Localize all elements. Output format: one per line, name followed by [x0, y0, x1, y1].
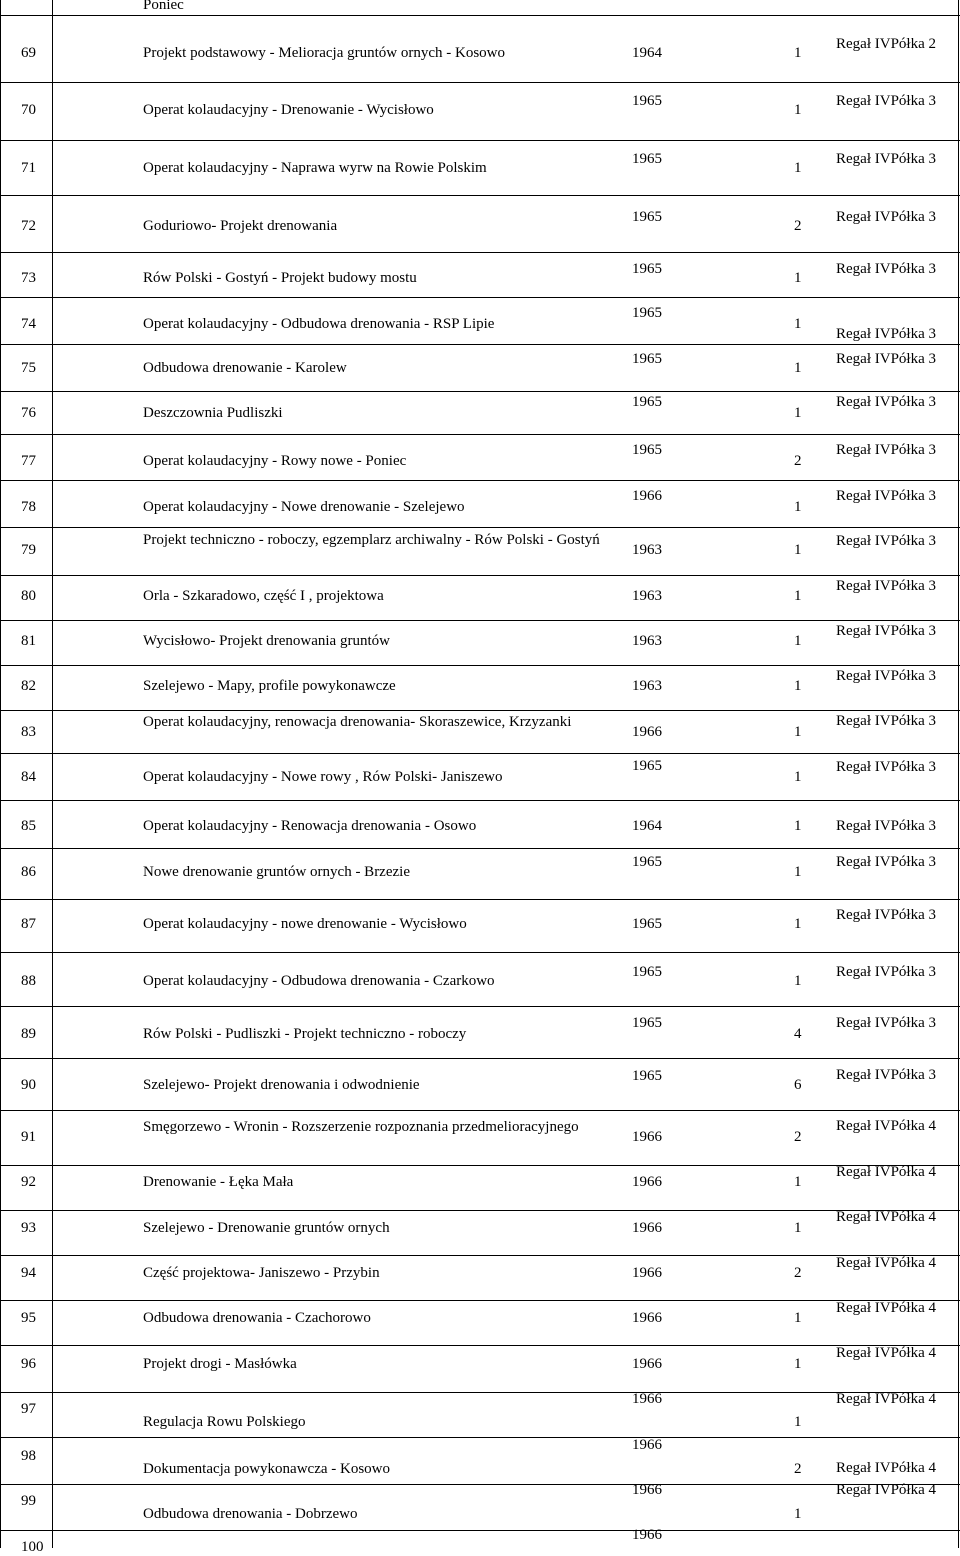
row-location: Regał IVPółka 3	[836, 394, 936, 410]
row-title: Odbudowa drenowanie - Karolew	[143, 360, 347, 376]
grid-hline	[0, 620, 960, 621]
row-quantity: 1	[794, 405, 802, 421]
row-location: Regał IVPółka 2	[836, 36, 936, 52]
row-quantity: 1	[794, 45, 802, 61]
grid-hline	[0, 899, 960, 900]
row-number: 81	[21, 633, 36, 649]
row-number: 79	[21, 542, 36, 558]
row-title: Operat kolaudacyjny, renowacja drenowania- Skoraszewice, Krzyzanki	[143, 714, 572, 730]
grid-hline	[0, 1484, 960, 1485]
row-title: Operat kolaudacyjny - Naprawa wyrw na Rowie Polskim	[143, 160, 487, 176]
row-location: Regał IVPółka 3	[836, 351, 936, 367]
grid-hline	[0, 1165, 960, 1166]
row-location: Regał IVPółka 3	[836, 854, 936, 870]
row-title: Projekt techniczno - roboczy, egzemplarz archiwalny - Rów Polski - Gostyń	[143, 532, 600, 548]
row-title: Operat kolaudacyjny - Nowe drenowanie - Szelejewo	[143, 499, 465, 515]
row-location: Regał IVPółka 4	[836, 1460, 936, 1476]
row-number: 77	[21, 453, 36, 469]
row-location: Regał IVPółka 3	[836, 759, 936, 775]
row-title: Szelejewo - Drenowanie gruntów ornych	[143, 1220, 390, 1236]
row-number: 98	[21, 1448, 36, 1464]
row-quantity: 4	[794, 1026, 802, 1042]
row-quantity: 1	[794, 542, 802, 558]
row-year: 1965	[632, 854, 662, 870]
row-year: 1963	[632, 678, 662, 694]
row-location: Regał IVPółka 3	[836, 209, 936, 225]
grid-hline	[0, 1437, 960, 1438]
row-year: 1963	[632, 542, 662, 558]
row-location: Regał IVPółka 3	[836, 1015, 936, 1031]
row-location: Regał IVPółka 3	[836, 1067, 936, 1083]
row-year: 1966	[632, 1265, 662, 1281]
row-year: 1965	[632, 394, 662, 410]
row-number: 76	[21, 405, 36, 421]
grid-hline	[0, 848, 960, 849]
row-year: 1965	[632, 964, 662, 980]
row-location: Regał IVPółka 4	[836, 1209, 936, 1225]
row-year: 1966	[632, 1437, 662, 1453]
row-year: 1965	[632, 209, 662, 225]
row-year: 1966	[632, 1174, 662, 1190]
row-quantity: 1	[794, 1220, 802, 1236]
grid-hline	[0, 1058, 960, 1059]
row-quantity: 2	[794, 1129, 802, 1145]
row-year: 1964	[632, 45, 662, 61]
row-year: 1966	[632, 1482, 662, 1498]
row-number: 97	[21, 1401, 36, 1417]
row-quantity: 1	[794, 102, 802, 118]
row-quantity: 1	[794, 270, 802, 286]
row-quantity: 1	[794, 864, 802, 880]
row-title: Dokumentacja powykonawcza - Kosowo	[143, 1461, 391, 1477]
row-year: 1965	[632, 916, 662, 932]
row-location: Regał IVPółka 3	[836, 623, 936, 639]
grid-hline	[0, 1006, 960, 1007]
row-number: 83	[21, 724, 36, 740]
row-title: Orla - Szkaradowo, część I , projektowa	[143, 588, 384, 604]
row-quantity: 1	[794, 1414, 802, 1430]
row-quantity: 1	[794, 360, 802, 376]
grid-hline	[0, 1110, 960, 1111]
grid-hline	[0, 665, 960, 666]
row-title: Projekt podstawowy - Melioracja gruntów ornych - Kosowo	[143, 45, 506, 61]
row-title: Odbudowa drenowania - Dobrzewo	[143, 1506, 358, 1522]
row-location: Regał IVPółka 4	[836, 1255, 936, 1271]
grid-hline	[0, 1392, 960, 1393]
row-quantity: 1	[794, 973, 802, 989]
row-quantity: 1	[794, 1174, 802, 1190]
row-title: Wycisłowo- Projekt drenowania gruntów	[143, 633, 390, 649]
row-quantity: 1	[794, 916, 802, 932]
row-title: Drenowanie - Łęka Mała	[143, 1174, 294, 1190]
grid-hline	[0, 1255, 960, 1256]
row-number: 75	[21, 360, 36, 376]
row-quantity: 1	[794, 724, 802, 740]
row-quantity: 1	[794, 160, 802, 176]
row-title: Operat kolaudacyjny - Renowacja drenowania - Osowo	[143, 818, 477, 834]
grid-hline	[0, 527, 960, 528]
grid-hline	[0, 140, 960, 141]
row-quantity: 1	[794, 1356, 802, 1372]
row-year: 1966	[632, 1391, 662, 1407]
row-location: Regał IVPółka 3	[836, 261, 936, 277]
row-quantity: 1	[794, 633, 802, 649]
row-title: Operat kolaudacyjny - Odbudowa drenowania - Czarkowo	[143, 973, 495, 989]
grid-hline	[0, 391, 960, 392]
row-number: 71	[21, 160, 36, 176]
row-quantity: 2	[794, 453, 802, 469]
row-title: Operat kolaudacyjny - Nowe rowy , Rów Polski- Janiszewo	[143, 769, 503, 785]
grid-hline	[0, 575, 960, 576]
row-number: 85	[21, 818, 36, 834]
row-quantity: 1	[794, 1506, 802, 1522]
row-number: 72	[21, 218, 36, 234]
grid-vline	[958, 0, 959, 1548]
row-title: Odbudowa drenowania - Czachorowo	[143, 1310, 371, 1326]
grid-hline	[0, 82, 960, 83]
row-number: 94	[21, 1265, 36, 1281]
row-year: 1966	[632, 724, 662, 740]
row-title: Nowe drenowanie gruntów ornych - Brzezie	[143, 864, 410, 880]
row-title: Szelejewo- Projekt drenowania i odwodnienie	[143, 1077, 420, 1093]
row-number: 74	[21, 316, 36, 332]
row-location: Regał IVPółka 4	[836, 1300, 936, 1316]
grid-hline	[0, 15, 960, 16]
grid-hline	[0, 1300, 960, 1301]
row-number: 93	[21, 1220, 36, 1236]
row-year: 1963	[632, 633, 662, 649]
row-title: Część projektowa- Janiszewo - Przybin	[143, 1265, 380, 1281]
row-location: Regał IVPółka 4	[836, 1482, 936, 1498]
grid-hline	[0, 252, 960, 253]
row-title: Operat kolaudacyjny - nowe drenowanie - Wycisłowo	[143, 916, 467, 932]
row-location: Regał IVPółka 3	[836, 488, 936, 504]
row-number: 90	[21, 1077, 36, 1093]
row-year: 1966	[632, 488, 662, 504]
row-year: 1965	[632, 261, 662, 277]
grid-hline	[0, 480, 960, 481]
row-location: Regał IVPółka 3	[836, 326, 936, 342]
row-location: Regał IVPółka 3	[836, 578, 936, 594]
row-location: Regał IVPółka 3	[836, 93, 936, 109]
row-location: Regał IVPółka 3	[836, 907, 936, 923]
row-year: 1965	[632, 442, 662, 458]
row-title: Operat kolaudacyjny - Odbudowa drenowania - RSP Lipie	[143, 316, 495, 332]
row-number: 78	[21, 499, 36, 515]
row-year: 1963	[632, 588, 662, 604]
row-location: Regał IVPółka 3	[836, 713, 936, 729]
row-quantity: 2	[794, 1461, 802, 1477]
row-number: 95	[21, 1310, 36, 1326]
row-quantity: 1	[794, 499, 802, 515]
row-year: 1965	[632, 351, 662, 367]
row-number: 99	[21, 1493, 36, 1509]
row-quantity: 1	[794, 818, 802, 834]
row-year: 1966	[632, 1356, 662, 1372]
row-location: Regał IVPółka 3	[836, 818, 936, 834]
row-quantity: 1	[794, 1310, 802, 1326]
row-quantity: 6	[794, 1077, 802, 1093]
row-number: 84	[21, 769, 36, 785]
row-quantity: 2	[794, 218, 802, 234]
grid-hline	[0, 710, 960, 711]
row-quantity: 1	[794, 588, 802, 604]
row-location: Regał IVPółka 3	[836, 964, 936, 980]
row-number: 80	[21, 588, 36, 604]
grid-vline	[0, 0, 1, 1548]
row-year: 1965	[632, 305, 662, 321]
grid-hline	[0, 434, 960, 435]
row-location: Regał IVPółka 3	[836, 442, 936, 458]
row-year: 1966	[632, 1310, 662, 1326]
row-title: Operat kolaudacyjny - Rowy nowe - Poniec	[143, 453, 407, 469]
row-number: 91	[21, 1129, 36, 1145]
grid-hline	[0, 1345, 960, 1346]
row-title: Deszczownia Pudliszki	[143, 405, 283, 421]
row-location: Regał IVPółka 4	[836, 1391, 936, 1407]
row-location: Regał IVPółka 4	[836, 1118, 936, 1134]
row-number: 87	[21, 916, 36, 932]
row-location: Regał IVPółka 4	[836, 1164, 936, 1180]
row-number: 100	[21, 1539, 44, 1555]
row-title: Smęgorzewo - Wronin - Rozszerzenie rozpoznania przedmelioracyjnego	[143, 1119, 579, 1135]
row-location: Regał IVPółka 3	[836, 533, 936, 549]
grid-hline	[0, 297, 960, 298]
row-quantity: 1	[794, 316, 802, 332]
row-quantity: 1	[794, 678, 802, 694]
top-fragment: Poniec	[143, 0, 184, 13]
grid-hline	[0, 800, 960, 801]
row-quantity: 1	[794, 769, 802, 785]
row-year: 1965	[632, 93, 662, 109]
grid-vline	[52, 0, 53, 1548]
row-number: 92	[21, 1174, 36, 1190]
row-title: Rów Polski - Pudliszki - Projekt techniczno - roboczy	[143, 1026, 467, 1042]
row-number: 73	[21, 270, 36, 286]
row-location: Regał IVPółka 3	[836, 668, 936, 684]
row-number: 88	[21, 973, 36, 989]
row-year: 1966	[632, 1129, 662, 1145]
grid-hline	[0, 344, 960, 345]
row-number: 86	[21, 864, 36, 880]
row-year: 1965	[632, 151, 662, 167]
row-quantity: 2	[794, 1265, 802, 1281]
row-year: 1965	[632, 1015, 662, 1031]
row-year: 1965	[632, 1068, 662, 1084]
grid-hline	[0, 952, 960, 953]
row-title: Projekt drogi - Masłówka	[143, 1356, 297, 1372]
row-year: 1966	[632, 1220, 662, 1236]
row-number: 89	[21, 1026, 36, 1042]
grid-hline	[0, 1210, 960, 1211]
row-year: 1966	[632, 1527, 662, 1543]
row-title: Rów Polski - Gostyń - Projekt budowy mostu	[143, 270, 417, 286]
row-location: Regał IVPółka 4	[836, 1345, 936, 1361]
row-title: Szelejewo - Mapy, profile powykonawcze	[143, 678, 396, 694]
row-year: 1964	[632, 818, 662, 834]
row-number: 82	[21, 678, 36, 694]
grid-hline	[0, 1530, 960, 1531]
row-title: Operat kolaudacyjny - Drenowanie - Wycisłowo	[143, 102, 434, 118]
row-number: 96	[21, 1356, 36, 1372]
row-number: 70	[21, 102, 36, 118]
grid-hline	[0, 753, 960, 754]
row-number: 69	[21, 45, 36, 61]
row-title: Regulacja Rowu Polskiego	[143, 1414, 306, 1430]
row-location: Regał IVPółka 3	[836, 151, 936, 167]
row-title: Goduriowo- Projekt drenowania	[143, 218, 338, 234]
grid-hline	[0, 195, 960, 196]
row-year: 1965	[632, 758, 662, 774]
